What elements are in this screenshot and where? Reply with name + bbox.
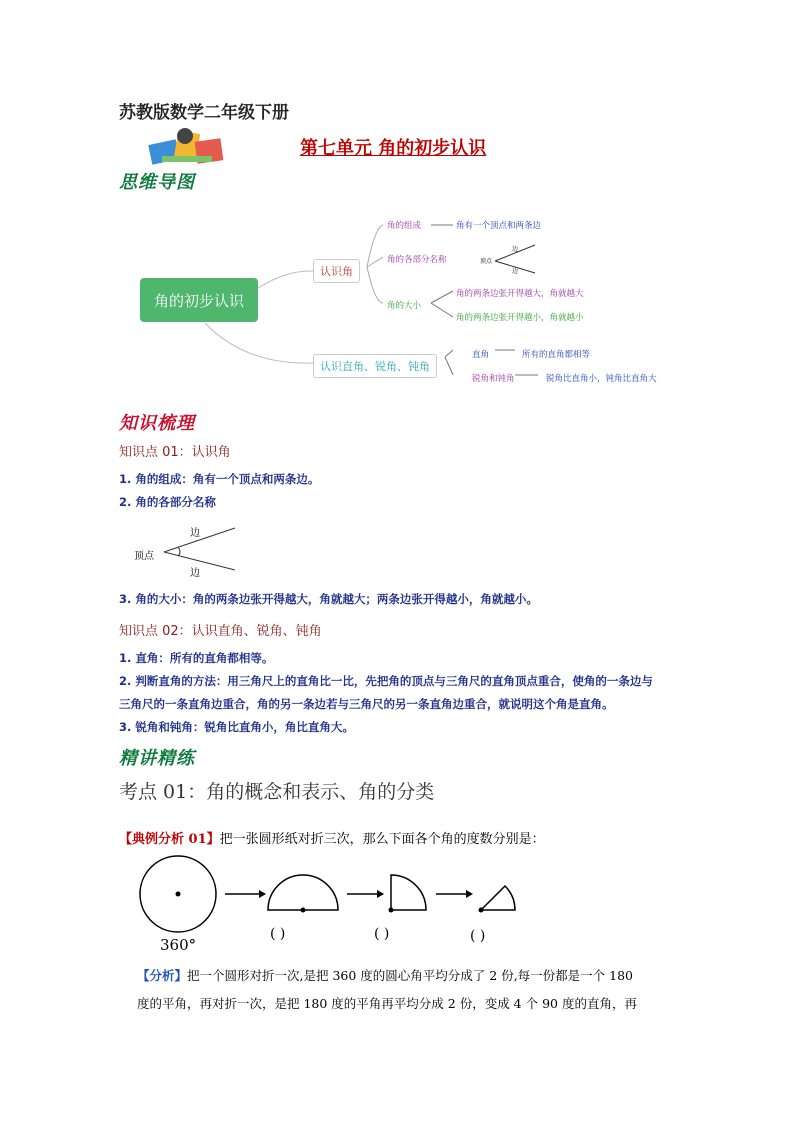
kp2-item-2: 2. 判断直角的方法：用三角尺上的直角比一比，先把角的顶点与三角尺的直角顶点重合，使角的一条边与 <box>119 674 653 688</box>
kaodian-title: 考点 01：角的概念和表示、角的分类 <box>119 781 435 803</box>
mindmap-branch-2: 认识直角、锐角、钝角 <box>313 354 437 378</box>
mm-item-size: 角的大小 <box>387 301 422 311</box>
mm-detail-right: 所有的直角都相等 <box>522 350 591 360</box>
kp2-item-1: 1. 直角：所有的直角都相等。 <box>119 651 274 665</box>
mm-detail-size-2: 角的两条边张开得越小，角就越小 <box>456 313 584 323</box>
kp2-item-2-cont: 三角尺的一条直角边重合，角的另一条边若与三角尺的另一条直角边重合，就说明这个角是直角。 <box>119 697 614 711</box>
answer-blank-3[interactable]: ( ) <box>470 928 486 944</box>
section-practice: 精讲精练 <box>119 748 195 769</box>
mm-item-composition: 角的组成 <box>387 221 422 231</box>
mm-fig-side-bottom: 边 <box>512 268 519 275</box>
kp2-title: 知识点 02：认识直角、锐角、钝角 <box>119 624 322 639</box>
answer-blank-2[interactable]: ( ) <box>374 926 390 942</box>
kp1-item-1: 1. 角的组成：角有一个顶点和两条边。 <box>119 472 320 486</box>
mm-detail-size-1: 角的两条边张开得越大，角就越大 <box>456 289 584 299</box>
answer-blank-1[interactable]: ( ) <box>270 926 286 942</box>
analysis-line-2: 度的平角，再对折一次，是把 180 度的平角再平均分成 2 份，变成 4 个 90 度的直角，再 <box>137 996 637 1011</box>
mm-item-acute-obtuse: 锐角和钝角 <box>472 374 515 384</box>
mm-fig-vertex: 顶点 <box>480 258 493 265</box>
example-question <box>119 828 545 847</box>
mm-item-parts: 角的各部分名称 <box>387 255 447 265</box>
kp1-item-2: 2. 角的各部分名称 <box>119 495 216 509</box>
circle-degree-label: 360° <box>160 936 197 954</box>
mindmap-branch-1: 认识角 <box>313 259 360 283</box>
analysis-line-1: 【分析】把一个圆形对折一次,是把 360 度的圆心角平均分成了 2 份,每一份都是一个 180 <box>137 968 634 983</box>
section-mindmap: 思维导图 <box>119 172 195 193</box>
unit-title: 第七单元 角的初步认识 <box>300 138 487 159</box>
book-title: 苏教版数学二年级下册 <box>119 103 289 123</box>
kp1-fig-side-top: 边 <box>190 528 200 539</box>
kp2-item-3: 3. 锐角和钝角：锐角比直角小，角比直角大。 <box>119 720 354 734</box>
analysis-tag: 【分析】 <box>137 968 188 983</box>
section-knowledge: 知识梳理 <box>119 413 195 434</box>
mm-item-right: 直角 <box>472 350 490 360</box>
kp1-title: 知识点 01：认识角 <box>119 445 231 460</box>
mm-detail-composition: 角有一个顶点和两条边 <box>456 221 542 231</box>
kp1-item-3: 3. 角的大小：角的两条边张开得越大，角就越大；两条边张开得越小，角就越小。 <box>119 592 538 606</box>
mm-fig-side-top: 边 <box>512 246 519 253</box>
mm-detail-acute-obtuse: 锐角比直角小，钝角比直角大 <box>546 374 657 384</box>
mindmap-root: 角的初步认识 <box>140 278 258 322</box>
decor-illustration <box>140 122 232 170</box>
example-text: 把一张圆形纸对折三次，那么下面各个角的度数分别是： <box>219 832 545 847</box>
kp1-fig-side-bottom: 边 <box>190 568 200 579</box>
example-tag: 【典例分析 01】 <box>119 832 220 847</box>
kp1-fig-vertex: 顶点 <box>134 551 154 562</box>
